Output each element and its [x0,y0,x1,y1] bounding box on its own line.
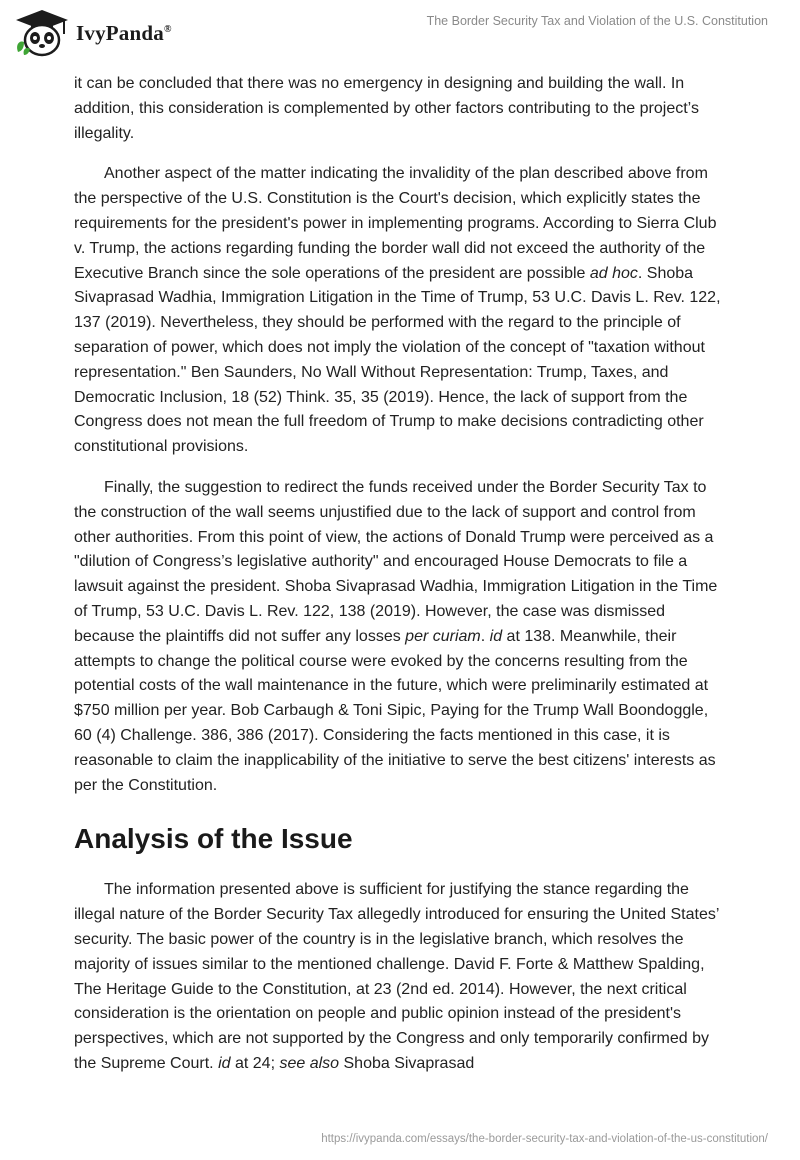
panda-mascot-icon [14,8,70,58]
essay-body [74,72,726,1077]
page-header [0,0,800,68]
paragraph-continuation: it can be concluded that there was no emergency in designing and building the wall. In addition, this consideration is complemented by other factors contributing to the project’s illegality. [74,75,699,142]
paragraph-funds-redirect: Finally, the suggestion to redirect the funds received under the Border Security Tax to the construction of the wall seems unjustified due to the lack of support and control from other authorities. From this point of view, the actions of Donald Trump were perceived as a "dilution of Congress’s legislative authority" and encouraged House Democrats to file a lawsuit against the president. Shoba Sivaprasad Wadhia, Immigration Litigation in the Time of Trump, 53 U.C. Davis L. Rev. 122, 138 (2019). However, the case was dismissed because the plaintiffs did not suffer any losses per curiam. id at 138. Meanwhile, their attempts to change the political course were evoked by the concerns resulting from the potential costs of the wall maintenance in the future, which were preliminarily estimated at $750 million per year. Bob Carbaugh & Toni Sipic, Paying for the Trump Wall Boondoggle, 60 (4) Challenge. 386, 386 (2017). Considering the facts mentioned in this case, it is reasonable to claim the inapplicability of the initiative to serve the best citizens' interests as per the Constitution. [74,478,718,794]
brand-name: IvyPanda® [76,20,172,45]
section-heading: Analysis of the Issue [74,823,353,855]
ivypanda-logo[interactable] [14,8,172,58]
paragraph-analysis: The information presented above is sufficient for justifying the stance regarding the illegal nature of the Border Security Tax allegedly introduced for ensuring the United States’ security. The basic power of the country is in the legislative branch, which resolves the majority of issues similar to the mentioned challenge. David F. Forte & Matthew Spalding, The Heritage Guide to the Constitution, at 23 (2nd ed. 2014). However, the next critical consideration is the orientation on people and public opinion instead of the president's perspectives, which are not supported by the Congress and only temporarily confirmed by the Supreme Court. id at 24; see also Shoba Sivaprasad [74,881,719,1072]
source-url[interactable]: https://ivypanda.com/essays/the-border-security-tax-and-violation-of-the-us-constitution/ [321,1133,768,1145]
document-title: The Border Security Tax and Violation of the U.S. Constitution [426,14,768,28]
paragraph-court-decision: Another aspect of the matter indicating the invalidity of the plan described above from the perspective of the U.S. Constitution is the Court's decision, which explicitly states the requirements for the president's power in implementing programs. According to Sierra Club v. Trump, the actions regarding funding the border wall did not exceed the authority of the Executive Branch since the sole operations of the president are possible ad hoc. Shoba Sivaprasad Wadhia, Immigration Litigation in the Time of Trump, 53 U.C. Davis L. Rev. 122, 137 (2019). Nevertheless, they should be performed with the regard to the principle of separation of power, which does not imply the violation of the concept of "taxation without representation." Ben Saunders, No Wall Without Representation: Trump, Taxes, and Democratic Inclusion, 18 (52) Think. 35, 35 (2019). Hence, the lack of support from the Congress does not mean the full freedom of Trump to make decisions contradicting other constitutional provisions. [74,165,721,456]
